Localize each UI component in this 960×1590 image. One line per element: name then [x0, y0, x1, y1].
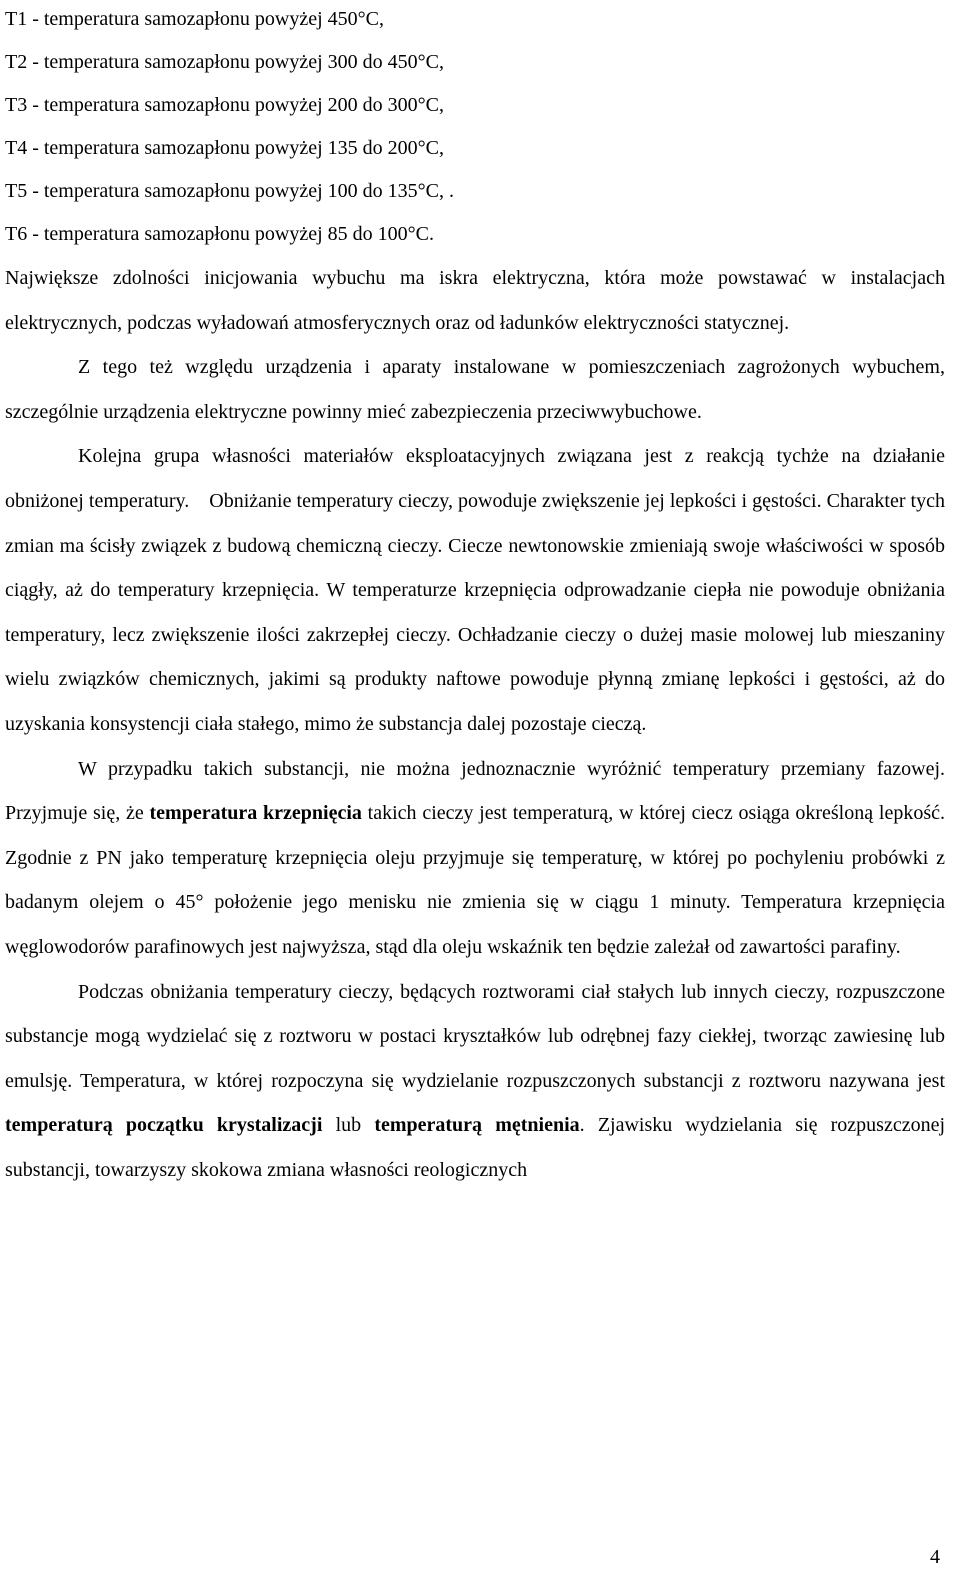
temperature-class-t5: T5 - temperatura samozapłonu powyżej 100 do 135°C, .: [5, 180, 454, 202]
paragraph-low-temperature-body: Obniżanie temperatury cieczy, powoduje zwiększenie jej lepkości i gęstości. Charakter tych zmian ma ścisły związek z budową chemiczną cieczy. Ciecze newtonowskie zmieniają swoje właściwości w sposób ciągły, aż do temperatury krzepnięcia. W temperaturze krzepnięcia odprowadzanie ciepła nie powoduje obniżania temperatury, lecz zwiększenie ilości zakrzepłej cieczy. Ochładzanie cieczy o dużej masie molowej lub mieszaniny wielu związków chemicznych, jakimi są produkty naftowe powoduje płynną zmianę lepkości i gęstości, aż do uzyskania konsystencji ciała stałego, mimo że substancja dalej pozostaje cieczą.: [5, 489, 945, 735]
paragraph-pour-point-end: takich cieczy jest temperaturą, w której ciecz osiąga określoną lepkość. Zgodnie z PN jako temperaturę krzepnięcia oleju przyjmuje się temperaturę, w której po pochyleniu probówki z badanym olejem o 45° położenie jego menisku nie zmienia się w ciągu 1 minuty. Temperatura krzepnięcia węglowodorów parafinowych jest najwyższa, stąd dla oleju wskaźnik ten będzie zależał od zawartości parafiny.: [5, 802, 945, 958]
paragraph-cloud-point: [5, 970, 945, 1193]
page-number: 4: [930, 1546, 940, 1568]
paragraph-ignition-spark: Największe zdolności inicjowania wybuchu ma iskra elektryczna, która może powstawać w instalacjach elektrycznych, podczas wyładowań atmosferycznych oraz od ładunków elektryczności statycznej.: [5, 267, 945, 334]
term-cloud-point: temperaturą mętnienia: [374, 1114, 580, 1137]
temperature-class-list: [5, 0, 945, 256]
temperature-class-t3: T3 - temperatura samozapłonu powyżej 200 do 300°C,: [5, 94, 444, 116]
term-crystallization-start: temperaturą początku krystalizacji: [5, 1114, 323, 1137]
paragraph-low-temperature: [5, 434, 945, 746]
paragraph-cloud-point-start: Podczas obniżania temperatury cieczy, będących roztworami ciał stałych lub innych cieczy, rozpuszczone substancje mogą wydzielać się z roztworu w postaci kryształków lub odrębnej fazy ciekłej, tworząc zawiesinę lub emulsję. Temperatura, w której rozpoczyna się wydzielanie rozpuszczonych substancji z roztworu nazywana jest: [5, 980, 945, 1092]
temperature-class-t2: T2 - temperatura samozapłonu powyżej 300 do 450°C,: [5, 51, 444, 73]
temperature-class-t6: T6 - temperatura samozapłonu powyżej 85 do 100°C.: [5, 223, 434, 245]
paragraph-low-temperature-intro: Kolejna grupa własności materiałów eksploatacyjnych związana jest z reakcją tychże na działanie obniżonej temperatury.: [5, 445, 945, 512]
paragraph-pour-point-start: W przypadku takich substancji, nie można jednoznacznie wyróżnić temperatury przemiany fazowej. Przyjmuje się, że: [5, 757, 945, 825]
paragraph-pour-point: [5, 747, 945, 970]
paragraph-cloud-point-mid: lub: [322, 1114, 375, 1137]
temperature-class-t1: T1 - temperatura samozapłonu powyżej 450°C,: [5, 8, 384, 30]
document-page: [5, 0, 945, 1192]
paragraph-explosion-protection: Z tego też względu urządzenia i aparaty instalowane w pomieszczeniach zagrożonych wybuchem, szczególnie urządzenia elektryczne powinny mieć zabezpieczenia przeciwwybuchowe.: [5, 356, 945, 423]
temperature-class-t4: T4 - temperatura samozapłonu powyżej 135 do 200°C,: [5, 137, 444, 159]
term-pour-point: temperatura krzepnięcia: [149, 802, 362, 825]
paragraph-cloud-point-end: . Zjawisku wydzielania się rozpuszczonej substancji, towarzyszy skokowa zmiana własności reologicznych: [5, 1114, 946, 1181]
